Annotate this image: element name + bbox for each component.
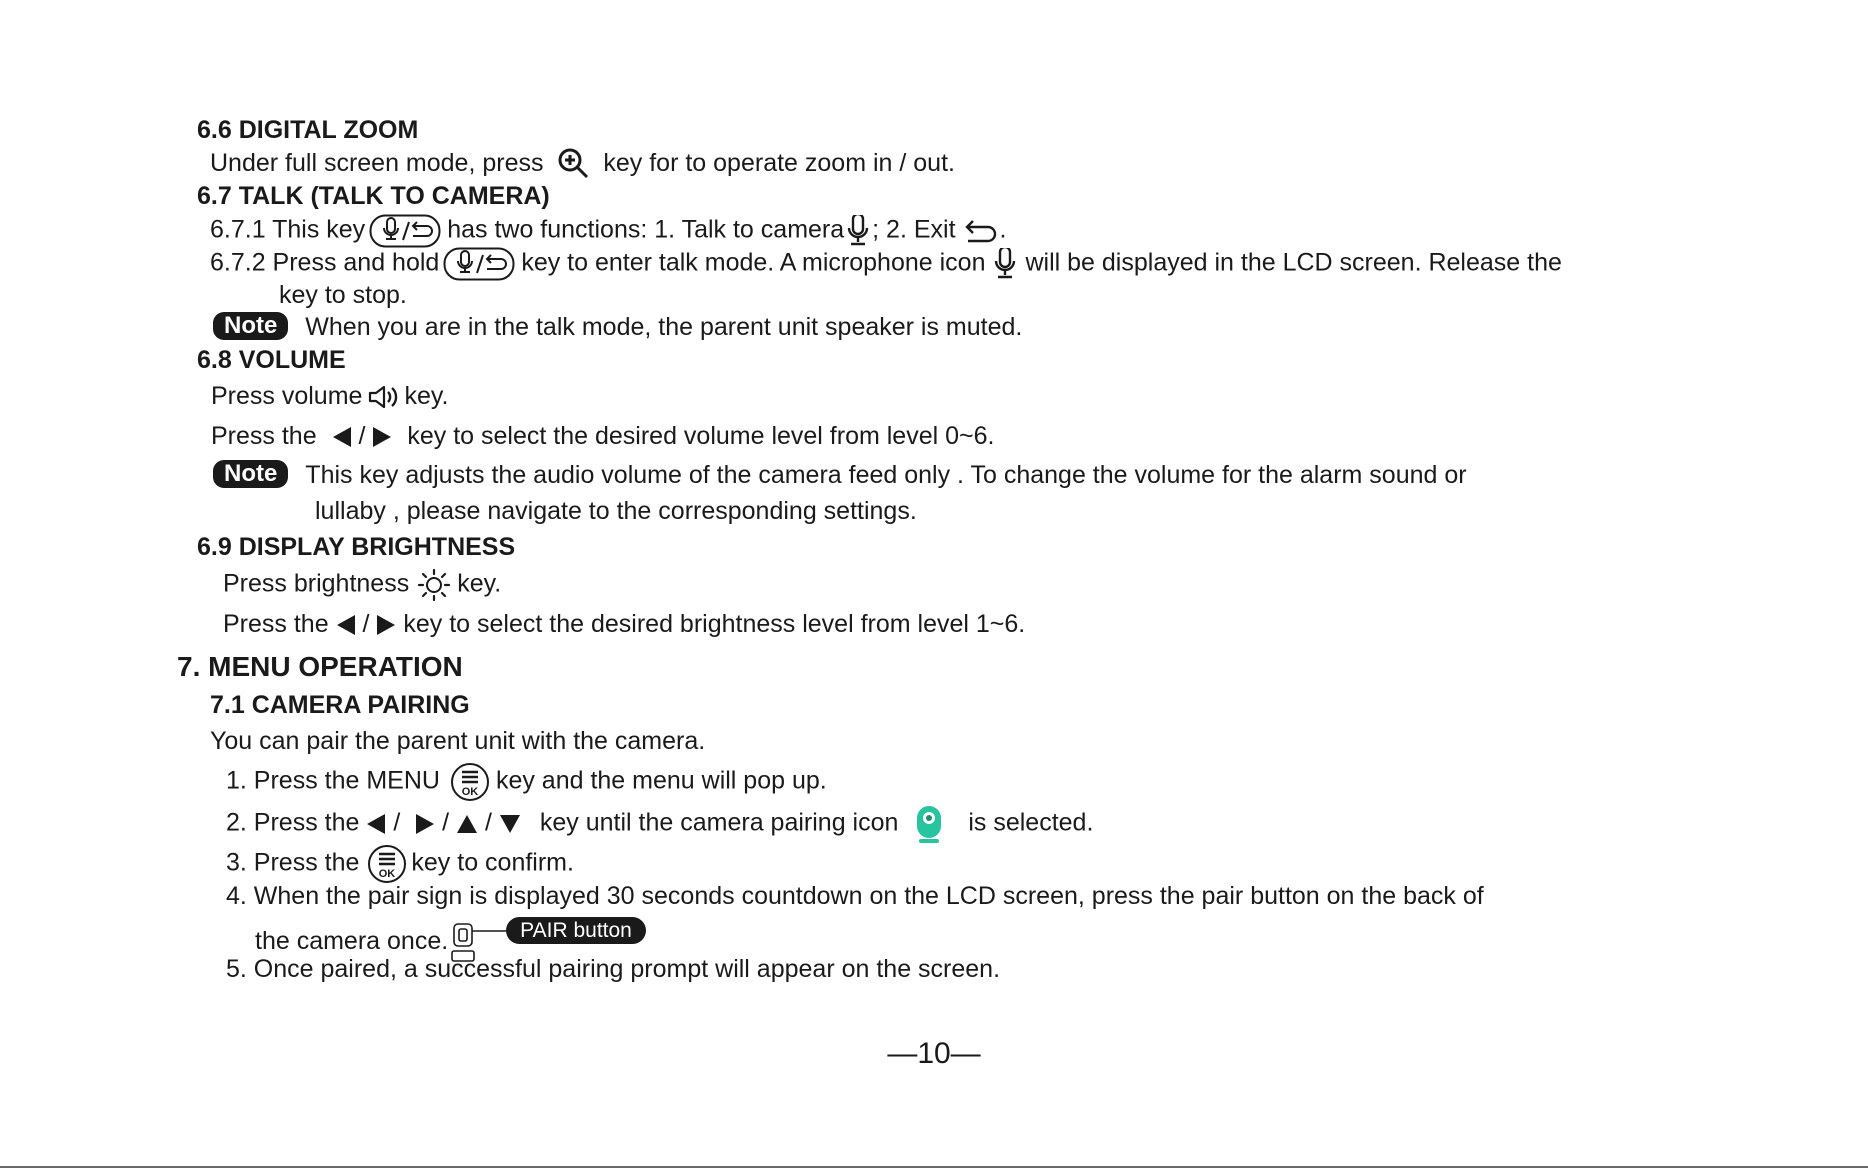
menu-ok-key-icon xyxy=(450,762,490,802)
volume-level-instruction: Press the / key to select the desired volume level from level 0~6. xyxy=(211,422,995,450)
svg-text:OK: OK xyxy=(379,868,396,880)
right-arrow-icon xyxy=(372,426,392,448)
talk-key-functions: 6.7.1 This key has two functions: 1. Talk to camera ; 2. Exit . xyxy=(210,214,1006,248)
volume-key-instruction: Press volume key. xyxy=(211,382,449,410)
section-7-1-heading: 7.1 CAMERA PAIRING xyxy=(210,691,470,719)
pairing-step-3: 3. Press the OK key to confirm. xyxy=(226,844,574,884)
section-6-9-heading: 6.9 DISPLAY BRIGHTNESS xyxy=(197,533,516,561)
microphone-icon xyxy=(846,215,870,247)
page-number: —10— xyxy=(887,1037,981,1070)
microphone-icon xyxy=(993,248,1017,280)
section-6-7-heading: 6.7 TALK (TALK TO CAMERA) xyxy=(197,182,550,210)
talk-exit-key-icon xyxy=(443,247,515,281)
exit-arrow-icon xyxy=(962,219,998,243)
talk-note: Note When you are in the talk mode, the parent unit speaker is muted. xyxy=(213,312,1022,342)
volume-note-continued: lullaby , please navigate to the corresponding settings. xyxy=(315,497,917,525)
pairing-intro: You can pair the parent unit with the camera. xyxy=(210,727,706,755)
talk-exit-key-icon xyxy=(369,214,441,248)
pairing-step-4-continued: the camera once. PAIR button xyxy=(255,917,646,963)
zoom-instruction: Under full screen mode, press key for to operate zoom in / out. xyxy=(210,148,955,180)
note-badge: Note xyxy=(213,460,288,488)
talk-release-instruction: key to stop. xyxy=(279,281,407,309)
section-6-6-heading: 6.6 DIGITAL ZOOM xyxy=(197,116,419,144)
pair-button-label: PAIR button xyxy=(506,917,646,944)
bottom-rule xyxy=(0,1166,1868,1168)
right-arrow-icon xyxy=(376,614,396,636)
down-arrow-icon xyxy=(499,814,521,834)
volume-note: Note This key adjusts the audio volume of the camera feed only . To change the volume for the alarm sound or xyxy=(213,460,1467,490)
pairing-step-5: 5. Once paired, a successful pairing prompt will appear on the screen. xyxy=(226,955,1001,983)
pairing-step-4: 4. When the pair sign is displayed 30 seconds countdown on the LCD screen, press the pair button on the back of xyxy=(226,882,1484,910)
left-arrow-icon xyxy=(336,614,356,636)
left-arrow-icon xyxy=(332,426,352,448)
menu-ok-key-icon xyxy=(367,844,407,884)
up-arrow-icon xyxy=(456,814,478,834)
section-6-8-heading: 6.8 VOLUME xyxy=(197,346,346,374)
camera-pairing-icon xyxy=(915,804,943,844)
svg-text:OK: OK xyxy=(461,786,479,798)
section-7-heading: 7. MENU OPERATION xyxy=(177,651,463,682)
speaker-icon xyxy=(368,384,398,410)
left-arrow-icon xyxy=(366,813,386,835)
pairing-step-1: 1. Press the MENU OK key and the menu will pop up. xyxy=(226,762,827,802)
right-arrow-icon xyxy=(415,813,435,835)
note-badge: Note xyxy=(213,312,288,340)
zoom-in-icon xyxy=(558,148,590,180)
brightness-key-instruction: Press brightness key. xyxy=(223,568,501,602)
brightness-icon xyxy=(417,568,451,602)
brightness-level-instruction: Press the / key to select the desired brightness level from level 1~6. xyxy=(223,610,1026,638)
pairing-step-2: 2. Press the / / / key until the camera pairing icon is selected. xyxy=(226,804,1093,844)
talk-press-hold-instruction: 6.7.2 Press and hold key to enter talk mode. A microphone icon will be displayed in the LCD screen. Release the xyxy=(210,247,1562,281)
